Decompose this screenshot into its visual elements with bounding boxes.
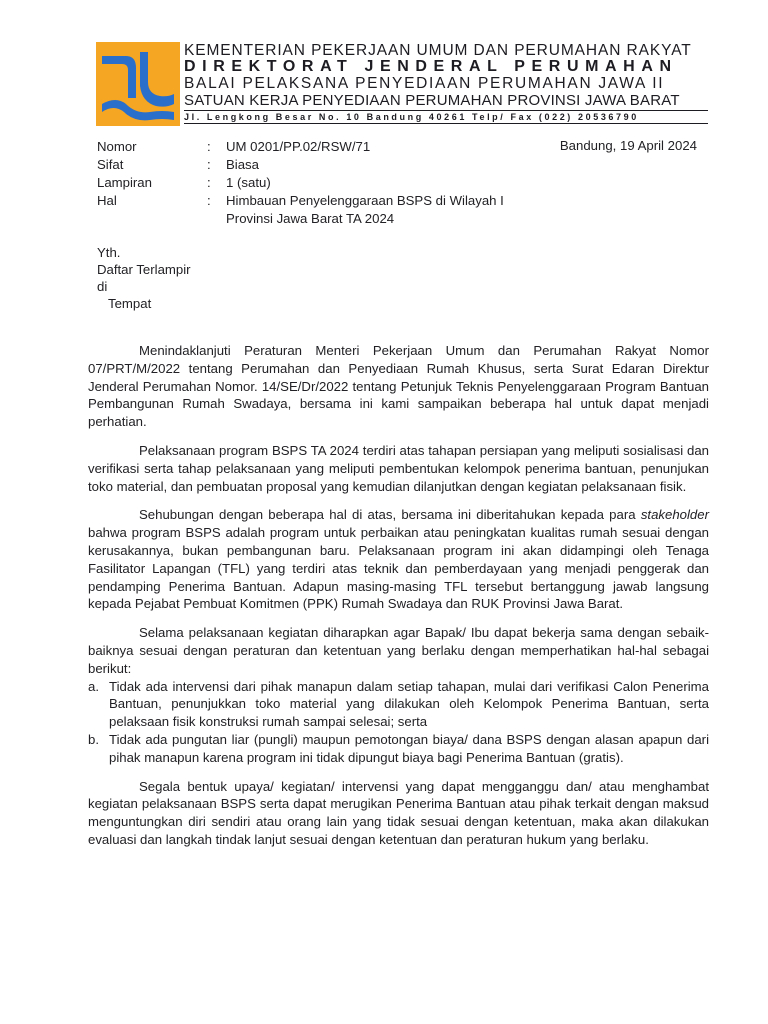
hal-value-line1: Himbauan Penyelenggaraan BSPS di Wilayah I (226, 193, 504, 208)
paragraph-3 (88, 506, 709, 613)
list-item-text: Tidak ada pungutan liar (pungli) maupun pemotongan biaya/ dana BSPS dengan alasan apapun dari pihak manapun karena program ini tidak dipungut biaya bagi Penerima Bantuan (gratis). (109, 731, 709, 765)
directorate-name: DIREKTORAT JENDERAL PERUMAHAN (184, 58, 678, 75)
pupr-logo-icon (96, 42, 180, 126)
recipient-block (97, 244, 191, 312)
office-name: BALAI PELAKSANA PENYEDIAAN PERUMAHAN JAWA II (184, 75, 665, 92)
meta-row-hal (97, 192, 697, 228)
list-item (88, 678, 709, 731)
sifat-value: Biasa (226, 157, 259, 172)
requirements-list (88, 678, 709, 767)
letter-meta (97, 138, 697, 228)
colon: : (207, 175, 211, 190)
nomor-value: UM 0201/PP.02/RSW/71 (226, 139, 371, 154)
sifat-label: Sifat (97, 157, 124, 172)
list-item (88, 731, 709, 767)
lampiran-value: 1 (satu) (226, 175, 271, 190)
unit-name: SATUAN KERJA PENYEDIAAN PERUMAHAN PROVINSI JAWA BARAT (184, 92, 680, 109)
list-marker: a. (88, 678, 99, 694)
colon: : (207, 157, 211, 172)
recipient-salutation: Yth. (97, 245, 121, 260)
office-address: Jl. Lengkong Besar No. 10 Bandung 40261 Telp/ Fax (022) 20536790 (184, 112, 639, 122)
meta-row-nomor (97, 138, 697, 156)
paragraph-5: Segala bentuk upaya/ kegiatan/ intervensi yang dapat mengganggu dan/ atau menghambat kegiatan pelaksanaan BSPS serta dapat merugikan Penerima Bantuan atau pihak terkait dengan maksud menguntungkan diri sendiri atau orang lain yang tidak sesuai dengan ketentuan, maka akan dilakukan evaluasi dan langkah tindak lanjut sesuai dengan ketentuan dan peraturan hukum yang berlaku. (88, 778, 709, 847)
paragraph-1: Menindaklanjuti Peraturan Menteri Pekerjaan Umum dan Perumahan Rakyat Nomor 07/PRT/M/2022 tentang Perumahan dan Penyediaan Rumah Khusus, serta Surat Edaran Direktur Jenderal Perumahan Nomor. 14/SE/Dr/2022 tentang Petunjuk Teknis Penyelenggaraan Program Bantuan Pembangunan Rumah Swadaya, bersama ini kami sampaikan beberapa hal untuk dapat menjadi perhatian. (88, 343, 709, 430)
list-item-text: Tidak ada intervensi dari pihak manapun dalam setiap tahapan, mulai dari verifikasi Calon Penerima Bantuan, penunjukkan toko material yang dilakukan oleh Kelompok Penerima Bantuan, serta pelaksaan fisik konstruksi rumah sampai selesai; serta (109, 678, 709, 730)
recipient-di: di (97, 279, 108, 294)
nomor-label: Nomor (97, 139, 137, 154)
paragraph-4: Selama pelaksanaan kegiatan diharapkan agar Bapak/ Ibu dapat bekerja sama dengan sebaik-baiknya sesuai dengan peraturan dan ketentuan yang berlaku dengan memperhatikan hal-hal sebagai berikut: (88, 625, 709, 676)
meta-row-sifat (97, 156, 697, 174)
paragraph-3-start: Sehubungan dengan beberapa hal di atas, bersama ini diberitahukan kepada para (139, 507, 636, 523)
colon: : (207, 193, 211, 208)
recipient-place: Tempat (108, 296, 152, 311)
hal-label: Hal (97, 193, 117, 208)
paragraph-2: Pelaksanaan program BSPS TA 2024 terdiri atas tahapan persiapan yang meliputi sosialisasi dan verifikasi serta tahap pelaksanaan yang meliputi pembentukan kelompok penerima bantuan, penunjukan toko material, dan pembuatan proposal yang kemudian dilanjutkan dengan kegiatan pelaksanaan fisik. (88, 442, 709, 494)
letter-body (88, 342, 709, 860)
lampiran-label: Lampiran (97, 175, 152, 190)
paragraph-3-emphasis: stakeholder (640, 507, 709, 523)
hal-value-line2: Provinsi Jawa Barat TA 2024 (226, 211, 395, 226)
meta-row-lampiran (97, 174, 697, 192)
letterhead (96, 42, 708, 126)
recipient-name: Daftar Terlampir (97, 262, 191, 277)
letterhead-text (184, 42, 708, 124)
hal-value (226, 192, 504, 228)
letterhead-divider-bottom (184, 123, 708, 124)
letter-date: Bandung, 19 April 2024 (559, 138, 697, 153)
colon: : (207, 139, 211, 154)
ministry-name: KEMENTERIAN PEKERJAAN UMUM DAN PERUMAHAN RAKYAT (184, 42, 692, 59)
paragraph-3-end: bahwa program BSPS adalah program untuk perbaikan atau peningkatan kualitas rumah sesuai dengan kerusakannya, bukan pembangunan baru. Pelaksanaan program ini akan didampingi oleh Tenaga Fasilitator Lapangan (TFL) yang terdiri atas teknik dan pemberdayaan yang menjadi penggerak dan pendamping Penerima Bantuan. Adapun masing-masing TFL tersebut bertanggung jawab langsung kepada Pejabat Pembuat Komitmen (PPK) Rumah Swadaya dan RUK Provinsi Jawa Barat. (88, 525, 709, 612)
list-marker: b. (88, 731, 99, 747)
